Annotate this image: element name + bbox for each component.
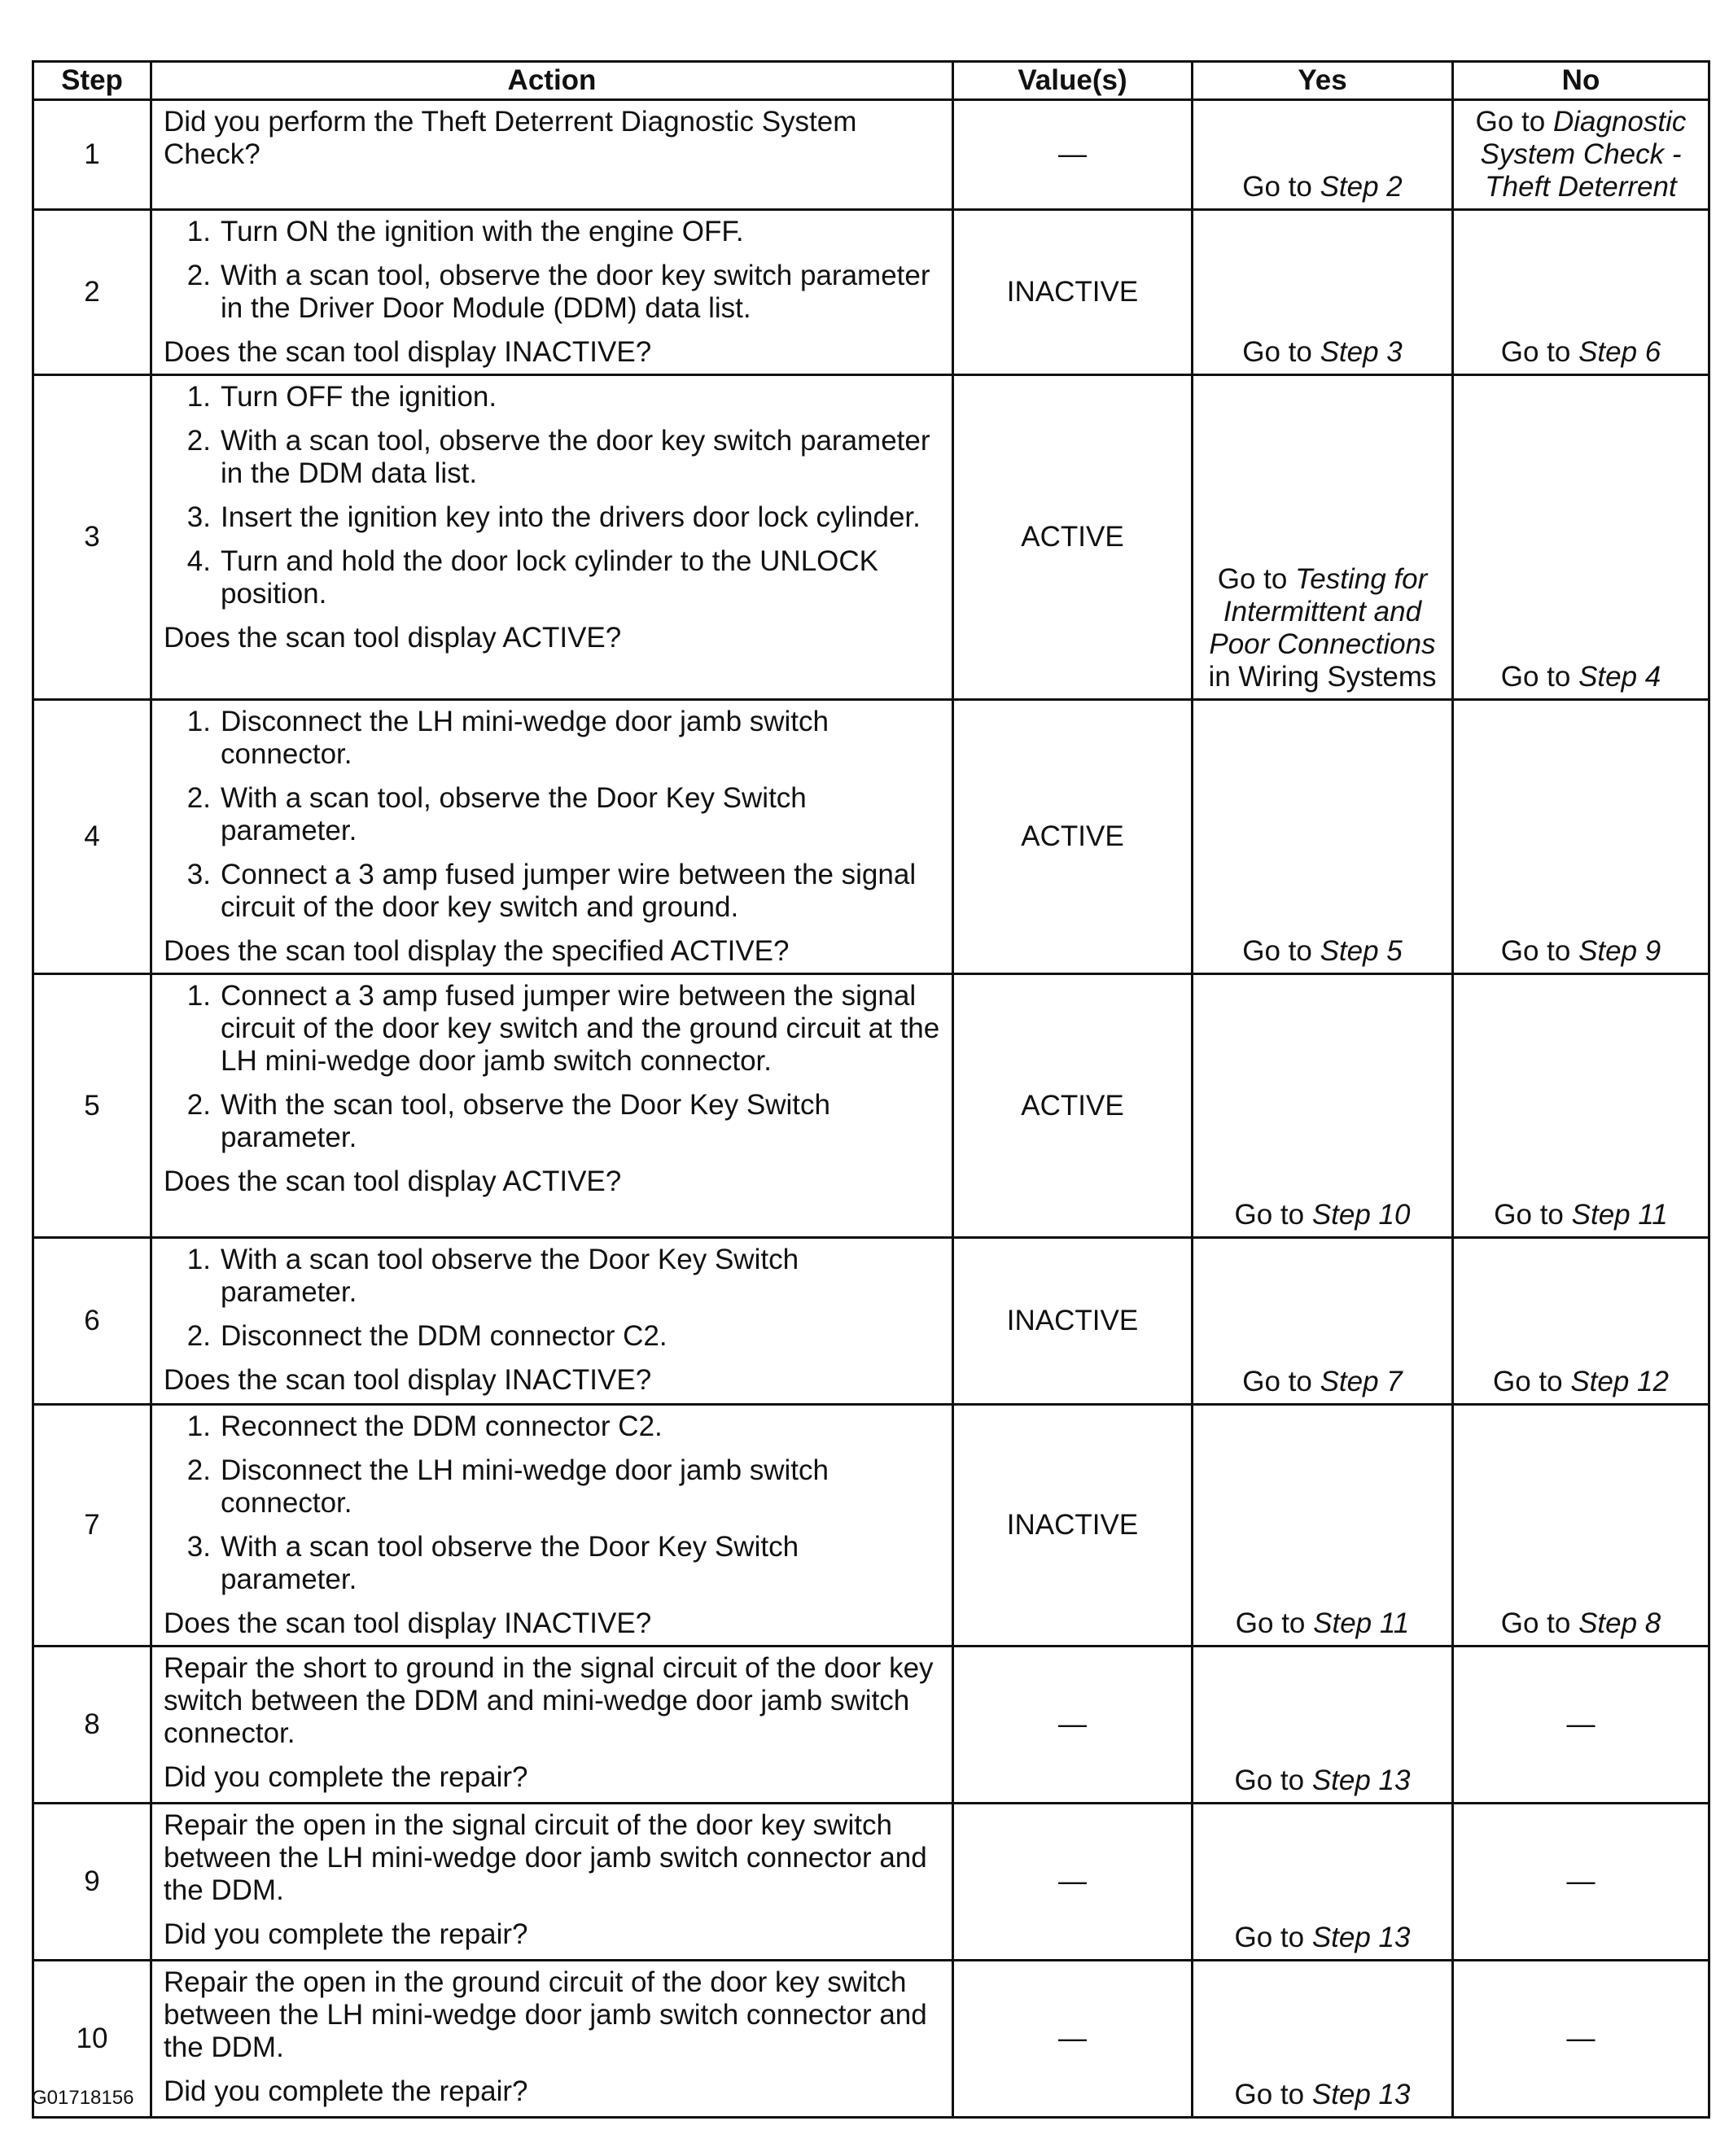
route-prefix: Go to xyxy=(1494,1199,1572,1231)
header-no: No xyxy=(1453,62,1709,100)
substep-list xyxy=(164,980,940,1154)
route-prefix: Go to xyxy=(1500,935,1579,967)
substep-item xyxy=(164,782,940,847)
step-number: 3 xyxy=(33,375,151,700)
value-cell: ACTIVE xyxy=(953,375,1193,700)
substep-number: 3. xyxy=(186,859,211,890)
substep-text: With a scan tool observe the Door Key Switch parameter. xyxy=(221,1531,799,1595)
header-step: Step xyxy=(33,62,151,100)
substep-number: 2. xyxy=(186,425,211,457)
no-cell xyxy=(1453,1804,1709,1961)
action-question: Does the scan tool display INACTIVE? xyxy=(164,1607,652,1639)
table-row-step-1 xyxy=(33,100,1709,210)
action-question: Did you complete the repair? xyxy=(164,1918,528,1950)
table-row-step-9 xyxy=(33,1804,1709,1961)
substep-text: With a scan tool, observe the Door Key Switch parameter. xyxy=(221,782,807,846)
route-target: Step 7 xyxy=(1320,1366,1403,1397)
no-cell xyxy=(1453,1961,1709,2118)
substep-text: Turn OFF the ignition. xyxy=(221,381,497,413)
no-dash: — xyxy=(1566,1865,1595,1897)
yes-cell xyxy=(1193,974,1453,1238)
substep-item xyxy=(164,980,940,1078)
action-cell xyxy=(151,1647,953,1804)
route-prefix: Go to xyxy=(1234,2079,1312,2110)
substep-item xyxy=(164,381,940,413)
action-cell xyxy=(151,210,953,375)
substep-list xyxy=(164,706,940,924)
step-number: 10 xyxy=(33,1961,151,2118)
substep-text: With a scan tool observe the Door Key Switch parameter. xyxy=(221,1244,799,1308)
route-prefix: Go to xyxy=(1242,171,1320,203)
no-cell xyxy=(1453,700,1709,974)
route-target: Step 10 xyxy=(1311,1199,1411,1231)
substep-number: 1. xyxy=(186,216,211,247)
substep-number: 3. xyxy=(186,501,211,533)
substep-text: Turn ON the ignition with the engine OFF. xyxy=(221,216,744,247)
substep-item xyxy=(164,1244,940,1309)
substep-list xyxy=(164,1244,940,1353)
yes-cell xyxy=(1193,1961,1453,2118)
substep-list xyxy=(164,216,940,325)
route-target: Step 11 xyxy=(1571,1199,1668,1231)
substep-number: 4. xyxy=(186,545,211,577)
yes-cell xyxy=(1193,1647,1453,1804)
substep-number: 1. xyxy=(186,980,211,1012)
route-target: Step 12 xyxy=(1570,1366,1669,1397)
substep-item xyxy=(164,216,940,248)
route-prefix: Go to xyxy=(1235,1607,1314,1639)
substep-number: 2. xyxy=(186,782,211,814)
step-number: 5 xyxy=(33,974,151,1238)
action-cell xyxy=(151,1405,953,1647)
substep-text: Disconnect the LH mini-wedge door jamb switch connector. xyxy=(221,706,829,770)
route-target: Step 5 xyxy=(1320,935,1403,967)
route-prefix: Go to xyxy=(1500,336,1579,368)
value-cell: INACTIVE xyxy=(953,1238,1193,1405)
action-intro: Did you perform the Theft Deterrent Diagnostic System Check? xyxy=(164,106,857,170)
yes-cell xyxy=(1193,1238,1453,1405)
header-values: Value(s) xyxy=(953,62,1193,100)
route-prefix: Go to xyxy=(1242,336,1320,368)
substep-item xyxy=(164,1089,940,1154)
substep-number: 1. xyxy=(186,381,211,413)
substep-number: 1. xyxy=(186,1410,211,1442)
header-yes: Yes xyxy=(1193,62,1453,100)
no-cell xyxy=(1453,1647,1709,1804)
table-row-step-5 xyxy=(33,974,1709,1238)
substep-item xyxy=(164,706,940,771)
route-target: Step 3 xyxy=(1320,336,1403,368)
no-cell xyxy=(1453,974,1709,1238)
substep-list xyxy=(164,381,940,610)
value-cell: ACTIVE xyxy=(953,974,1193,1238)
action-cell xyxy=(151,1238,953,1405)
table-row-step-8 xyxy=(33,1647,1709,1804)
route-target: Step 2 xyxy=(1320,171,1403,203)
action-question: Does the scan tool display ACTIVE? xyxy=(164,622,622,654)
yes-cell xyxy=(1193,700,1453,974)
table-row-step-7 xyxy=(33,1405,1709,1647)
header-action: Action xyxy=(151,62,953,100)
route-prefix: Go to xyxy=(1234,1199,1312,1231)
action-cell xyxy=(151,100,953,210)
table-row-step-6 xyxy=(33,1238,1709,1405)
route-target: Step 4 xyxy=(1578,661,1661,693)
no-cell xyxy=(1453,375,1709,700)
action-question: Did you complete the repair? xyxy=(164,2075,528,2107)
action-cell xyxy=(151,700,953,974)
route-target: Step 9 xyxy=(1578,935,1661,967)
value-cell: — xyxy=(953,1804,1193,1961)
route-prefix: Go to xyxy=(1234,1765,1312,1796)
substep-item xyxy=(164,859,940,924)
step-number: 4 xyxy=(33,700,151,974)
substep-text: Connect a 3 amp fused jumper wire between the signal circuit of the door key switch and the ground circuit at the LH mini-wedge door jamb switch connector. xyxy=(221,980,940,1077)
table-row-step-10 xyxy=(33,1961,1709,2118)
action-cell xyxy=(151,974,953,1238)
route-prefix: Go to xyxy=(1242,935,1320,967)
substep-text: Disconnect the LH mini-wedge door jamb switch connector. xyxy=(221,1454,829,1519)
route-target: Testing for Intermittent and Poor Connections xyxy=(1209,563,1436,660)
substep-number: 2. xyxy=(186,1320,211,1352)
route-target: Step 13 xyxy=(1311,1765,1411,1796)
yes-cell xyxy=(1193,210,1453,375)
route-target: Step 11 xyxy=(1313,1607,1410,1639)
action-question: Did you complete the repair? xyxy=(164,1761,528,1793)
substep-text: Insert the ignition key into the drivers door lock cylinder. xyxy=(221,501,921,533)
action-question: Does the scan tool display INACTIVE? xyxy=(164,336,652,368)
table-body xyxy=(33,100,1709,2118)
action-question: Does the scan tool display ACTIVE? xyxy=(164,1165,622,1197)
substep-text: Disconnect the DDM connector C2. xyxy=(221,1320,668,1352)
action-question: Does the scan tool display the specified ACTIVE? xyxy=(164,935,790,967)
no-cell xyxy=(1453,1405,1709,1647)
substep-number: 3. xyxy=(186,1531,211,1563)
value-cell: — xyxy=(953,1961,1193,2118)
route-prefix: Go to xyxy=(1217,563,1296,595)
substep-item xyxy=(164,545,940,610)
no-dash: — xyxy=(1566,1708,1595,1740)
substep-number: 2. xyxy=(186,1089,211,1121)
value-cell: INACTIVE xyxy=(953,1405,1193,1647)
substep-number: 2. xyxy=(186,1454,211,1486)
substep-item xyxy=(164,1531,940,1596)
substep-list xyxy=(164,1410,940,1596)
step-number: 7 xyxy=(33,1405,151,1647)
substep-text: With a scan tool, observe the door key switch parameter in the Driver Door Module (DDM) data list. xyxy=(221,260,930,324)
substep-item xyxy=(164,1454,940,1520)
table-header-row xyxy=(33,62,1709,100)
substep-text: Turn and hold the door lock cylinder to the UNLOCK position. xyxy=(221,545,879,610)
step-number: 6 xyxy=(33,1238,151,1405)
value-cell: — xyxy=(953,1647,1193,1804)
route-prefix: Go to xyxy=(1500,661,1579,693)
action-cell xyxy=(151,375,953,700)
substep-number: 1. xyxy=(186,1244,211,1275)
substep-text: With a scan tool, observe the door key switch parameter in the DDM data list. xyxy=(221,425,930,489)
step-number: 9 xyxy=(33,1804,151,1961)
action-intro: Repair the open in the signal circuit of the door key switch between the LH mini-wedge door jamb switch connector and the DDM. xyxy=(164,1809,927,1906)
value-cell: INACTIVE xyxy=(953,210,1193,375)
substep-number: 2. xyxy=(186,260,211,291)
yes-cell xyxy=(1193,100,1453,210)
action-question: Does the scan tool display INACTIVE? xyxy=(164,1364,652,1396)
substep-text: Connect a 3 amp fused jumper wire between the signal circuit of the door key switch and ground. xyxy=(221,859,917,923)
table-row-step-4 xyxy=(33,700,1709,974)
route-prefix: Go to xyxy=(1493,1366,1571,1397)
diagnostic-table xyxy=(32,60,1710,2119)
route-prefix: Go to xyxy=(1475,106,1553,138)
substep-item xyxy=(164,425,940,490)
yes-cell xyxy=(1193,375,1453,700)
no-cell xyxy=(1453,210,1709,375)
route-target: Diagnostic System Check - Theft Deterrent xyxy=(1480,106,1687,203)
table-row-step-3 xyxy=(33,375,1709,700)
step-number: 8 xyxy=(33,1647,151,1804)
figure-id: G01718156 xyxy=(32,2087,134,2109)
value-cell: — xyxy=(953,100,1193,210)
route-suffix: in Wiring Systems xyxy=(1208,661,1437,693)
route-prefix: Go to xyxy=(1234,1922,1312,1953)
route-target: Step 8 xyxy=(1578,1607,1661,1639)
no-cell xyxy=(1453,100,1709,210)
no-dash: — xyxy=(1566,2023,1595,2054)
route-target: Step 6 xyxy=(1578,336,1661,368)
substep-item xyxy=(164,1410,940,1443)
substep-item xyxy=(164,260,940,325)
no-cell xyxy=(1453,1238,1709,1405)
table-row-step-2 xyxy=(33,210,1709,375)
route-prefix: Go to xyxy=(1242,1366,1320,1397)
route-prefix: Go to xyxy=(1500,1607,1579,1639)
route-target: Step 13 xyxy=(1311,1922,1411,1953)
action-cell xyxy=(151,1804,953,1961)
route-target: Step 13 xyxy=(1311,2079,1411,2110)
substep-item xyxy=(164,501,940,534)
substep-number: 1. xyxy=(186,706,211,737)
step-number: 1 xyxy=(33,100,151,210)
step-number: 2 xyxy=(33,210,151,375)
value-cell: ACTIVE xyxy=(953,700,1193,974)
action-intro: Repair the short to ground in the signal circuit of the door key switch between the DDM and mini-wedge door jamb switch connector. xyxy=(164,1652,934,1749)
action-cell xyxy=(151,1961,953,2118)
action-intro: Repair the open in the ground circuit of the door key switch between the LH mini-wedge door jamb switch connector and the DDM. xyxy=(164,1966,927,2063)
substep-text: With the scan tool, observe the Door Key Switch parameter. xyxy=(221,1089,830,1153)
substep-text: Reconnect the DDM connector C2. xyxy=(221,1410,663,1442)
yes-cell xyxy=(1193,1804,1453,1961)
yes-cell xyxy=(1193,1405,1453,1647)
substep-item xyxy=(164,1320,940,1353)
